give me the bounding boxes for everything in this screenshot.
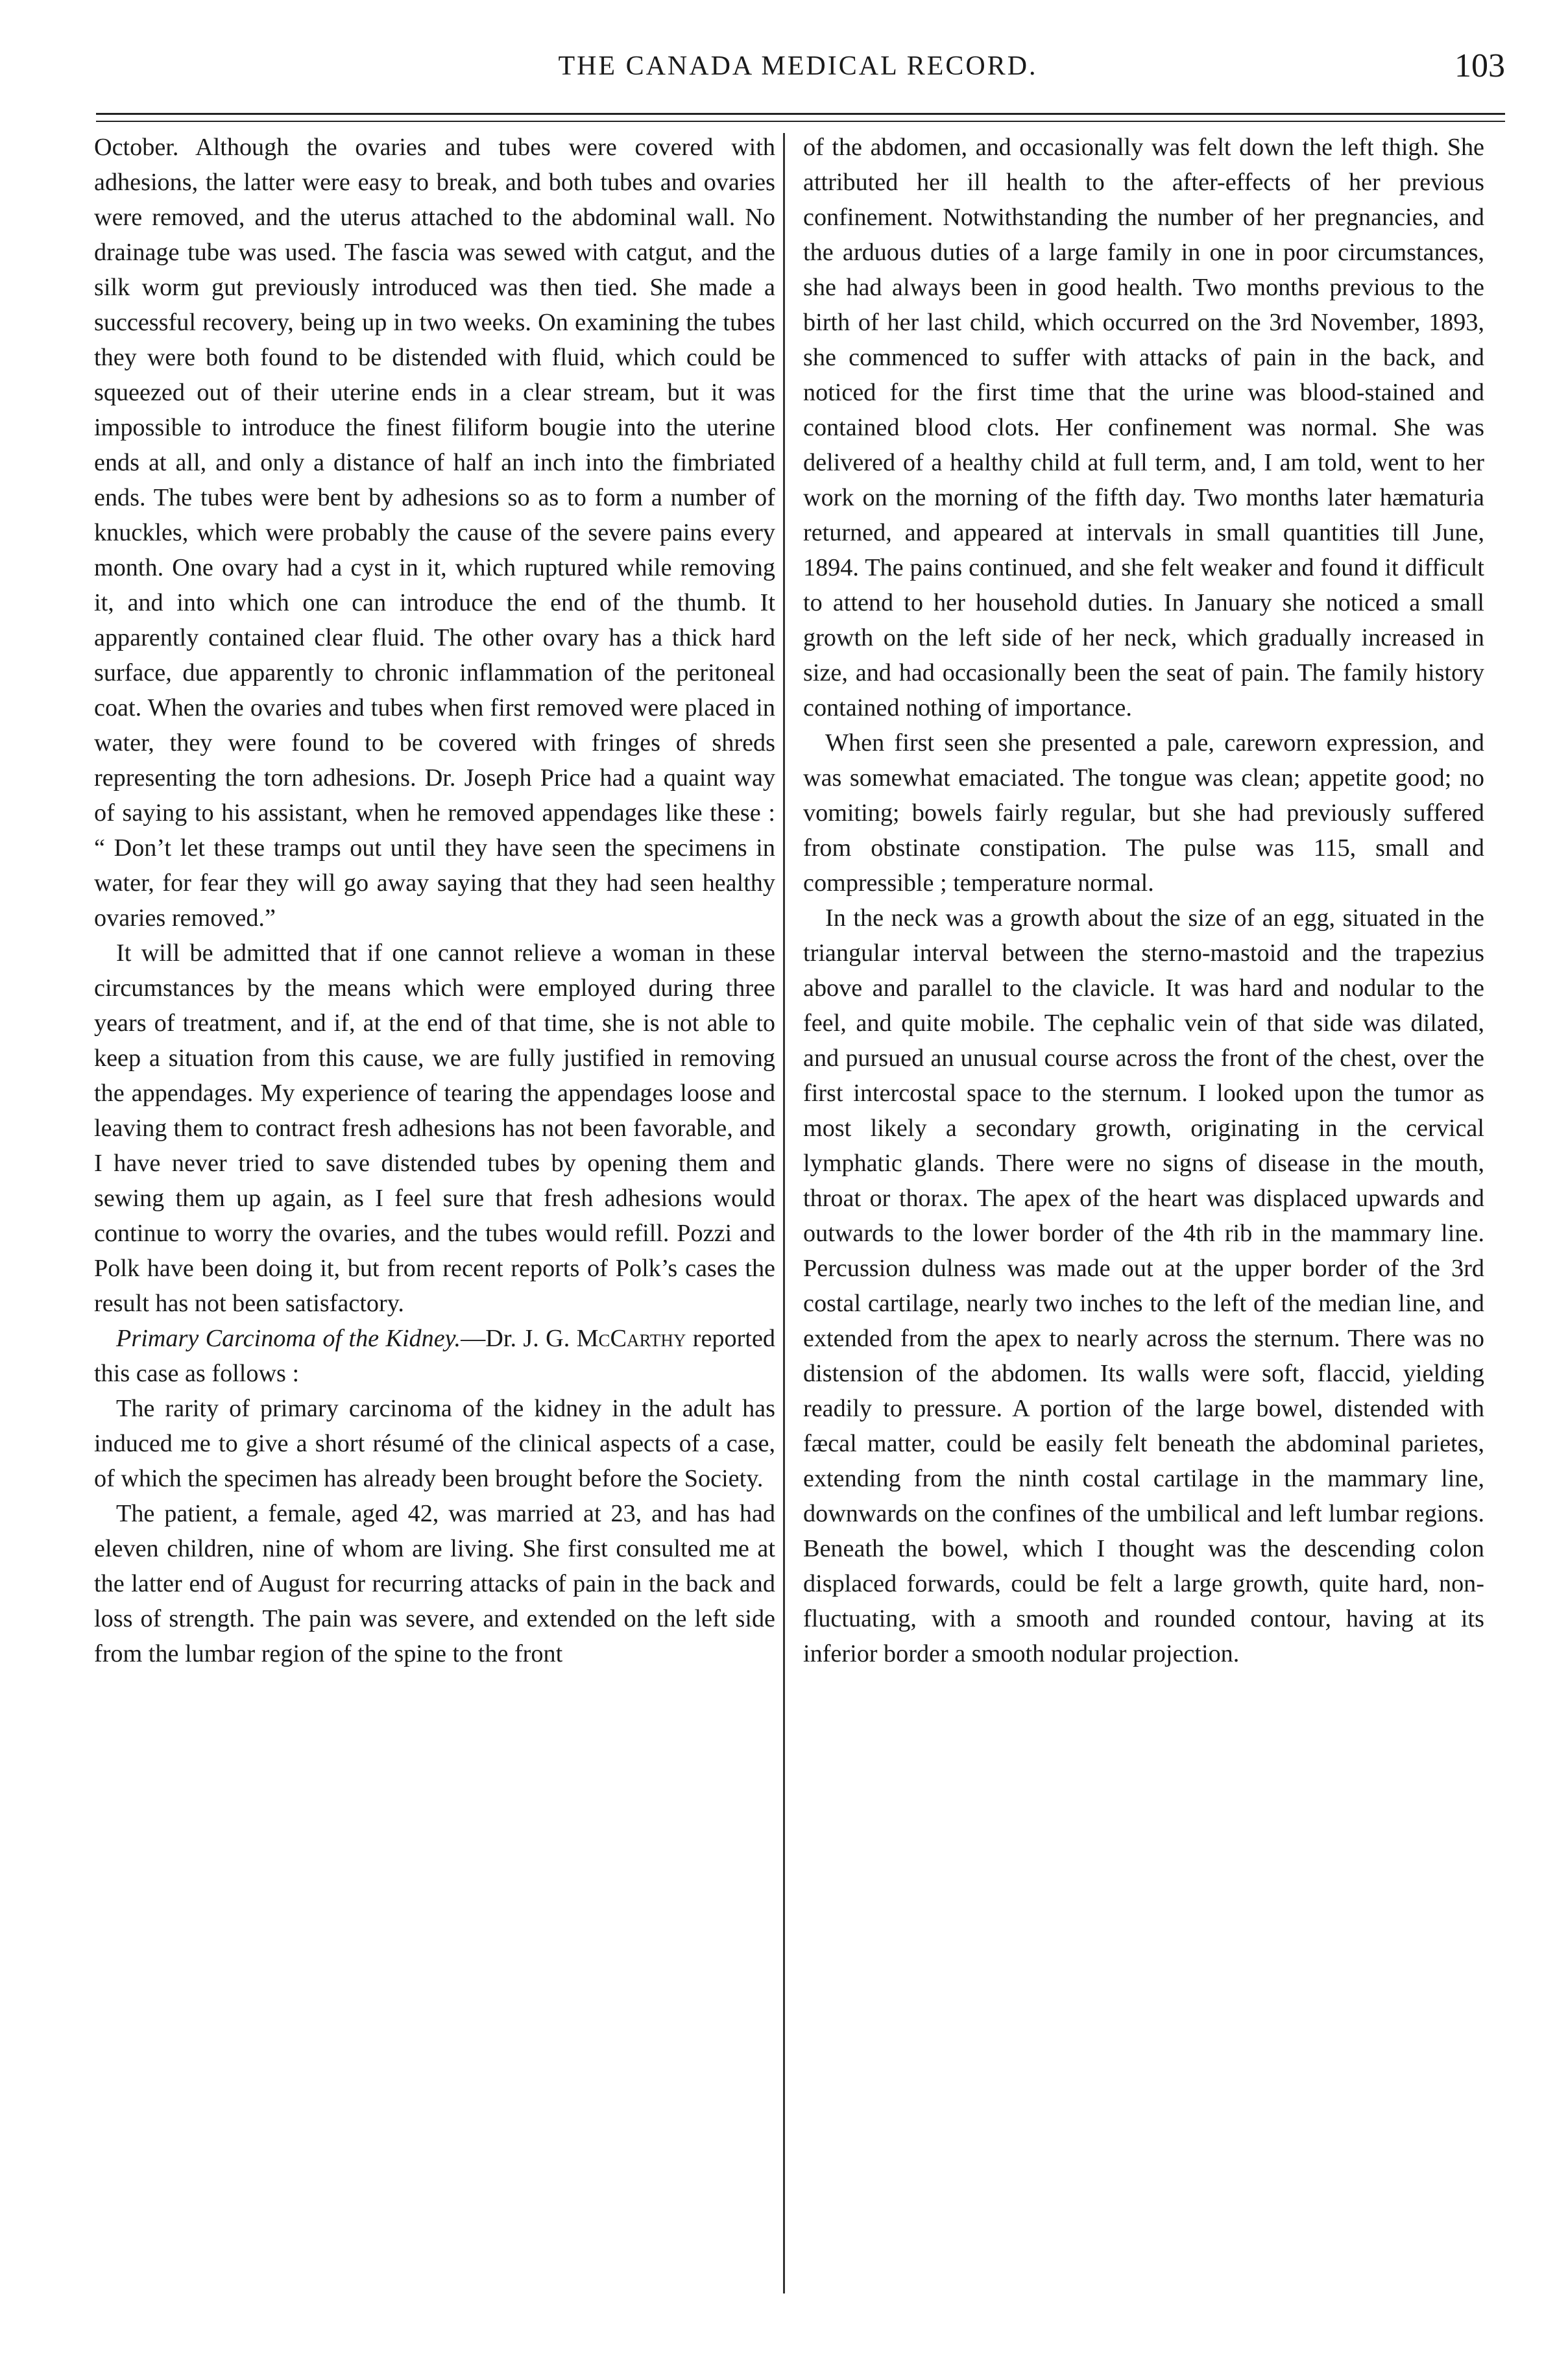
author-rest: reported this case as follows : — [94, 1325, 775, 1387]
left-paragraph-2: It will be admitted that if one cannot relieve a woman in these circumstances by the means which were employed during three years of treatment, and if, at the end of that time, she is not able to keep a situation from this cause, we are fully justified in removing the appendages. My experience of tearing the appendages loose and leaving them to contract fresh adhesions has not been favorable, and I have never tried to save distended tubes by opening them and sewing them up again, as I feel sure that fresh adhesions would continue to worry the ovaries, and the tubes would refill. Pozzi and Polk have been doing it, but from recent reports of Polk’s cases the result has not been satisfactory. — [94, 939, 775, 1317]
right-paragraph-1: of the abdomen, and occasionally was felt down the left thigh. She attributed her ill health to the after-effects of her previous confinement. Notwithstanding the number of her pregnancies, and the arduous duties of a large family in one in poor circumstances, she had always been in good health. Two months previous to the birth of her last child, which occurred on the 3rd November, 1893, she commenced to suffer with attacks of pain in the back, and noticed for the first time that the urine was blood-stained and contained blood clots. Her confinement was normal. She was delivered of a healthy child at full term, and, I am told, went to her work on the morning of the fifth day. Two months later hæmaturia returned, and appeared at intervals in small quantities till June, 1894. The pains continued, and she felt weaker and found it difficult to attend to her household duties. In January she noticed a small growth on the left side of her neck, which gradually increased in size, and had occasionally been the seat of pain. The family history contained nothing of importance. — [803, 134, 1484, 721]
left-paragraph-3 — [94, 1321, 775, 1391]
title-dash: — — [461, 1325, 486, 1352]
left-paragraph-1: October. Although the ovaries and tubes were covered with adhesions, the latter were easy to break, and both tubes and ovaries were removed, and the uterus attached to the abdominal wall. No drainage tube was used. The fascia was sewed with catgut, and the silk worm gut previously introduced was then tied. She made a successful recovery, being up in two weeks. On examining the tubes they were both found to be distended with fluid, which could be squeezed out of their uterine ends in a clear stream, but it was impossible to introduce the finest filiform bougie into the uterine ends at all, and only a distance of half an inch into the fimbriated ends. The tubes were bent by adhesions so as to form a number of knuckles, which were probably the cause of the severe pains every month. One ovary had a cyst in it, which ruptured while removing it, and into which one can introduce the end of the thumb. It apparently contained clear fluid. The other ovary has a thick hard surface, due apparently to chronic inflammation of the peritoneal coat. When the ovaries and tubes when first removed were placed in water, they were found to be covered with fringes of shreds representing the torn adhesions. Dr. Joseph Price had a quaint way of saying to his assistant, when he removed appendages like these : “ Don’t let these tramps out until they have seen the specimens in water, for fear they will go away saying that they had seen healthy ovaries removed.” — [94, 134, 775, 932]
left-column — [94, 130, 775, 1671]
author-name: McCarthy — [576, 1325, 686, 1352]
column-divider — [783, 133, 785, 2293]
page-header — [91, 47, 1505, 96]
journal-title: THE CANADA MEDICAL RECORD. — [558, 51, 1038, 81]
author-lead: Dr. J. G. — [485, 1325, 577, 1352]
section-title: Primary Carcinoma of the Kidney. — [116, 1325, 461, 1352]
header-rule-bottom — [96, 121, 1505, 122]
left-paragraph-5: The patient, a female, aged 42, was married at 23, and has had eleven children, nine of whom are living. She first consulted me at the latter end of August for recurring attacks of pain in the back and loss of strength. The pain was severe, and extended on the left side from the lumbar region of the spine to the front — [94, 1500, 775, 1667]
header-rule-top — [96, 113, 1505, 115]
right-column — [803, 130, 1484, 1671]
left-paragraph-4: The rarity of primary carcinoma of the kidney in the adult has induced me to give a short résumé of the clinical aspects of a case, of which the specimen has already been brought before the Society. — [94, 1395, 775, 1492]
right-paragraph-3: In the neck was a growth about the size of an egg, situated in the triangular interval between the sterno-mastoid and the trapezius above and parallel to the clavicle. It was hard and nodular to the feel, and quite mobile. The cephalic vein of that side was dilated, and pursued an unusual course across the front of the chest, over the first intercostal space to the sternum. I looked upon the tumor as most likely a secondary growth, originating in the cervical lymphatic glands. There were no signs of disease in the mouth, throat or thorax. The apex of the heart was displaced upwards and outwards to the lower border of the 4th rib in the mammary line. Percussion dulness was made out at the upper border of the 3rd costal cartilage, nearly two inches to the left of the median line, and extended from the apex to nearly across the sternum. There was no distension of the abdomen. Its walls were soft, flaccid, yielding readily to pressure. A portion of the large bowel, distended with fæcal matter, could be easily felt beneath the abdominal parietes, extending from the ninth costal cartilage in the mammary line, downwards on the confines of the umbilical and left lumbar regions. Beneath the bowel, which I thought was the descending colon displaced forwards, could be felt a large growth, quite hard, non-fluctuating, with a smooth and rounded contour, having at its inferior border a smooth nodular projection. — [803, 904, 1484, 1667]
page-number: 103 — [1454, 47, 1505, 84]
right-paragraph-2: When first seen she presented a pale, careworn expression, and was somewhat emaciated. The tongue was clean; appetite good; no vomiting; bowels fairly regular, but she had previously suffered from obstinate constipation. The pulse was 115, small and compressible ; temperature normal. — [803, 729, 1484, 897]
